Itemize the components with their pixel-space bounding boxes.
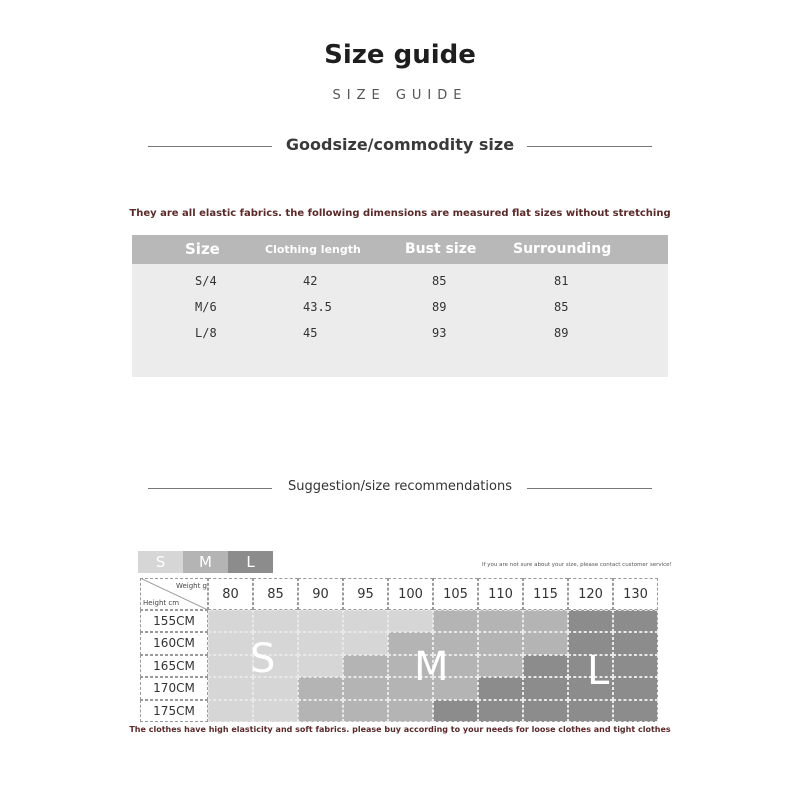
size-table-cell: 43.5 <box>303 300 332 314</box>
weight-header <box>523 578 568 610</box>
weight-header <box>388 578 433 610</box>
page-subtitle: SIZE GUIDE <box>332 88 468 103</box>
weight-header-value: 85 <box>267 587 284 602</box>
divider-left-2 <box>148 488 272 489</box>
weight-header <box>568 578 613 610</box>
size-table-cell: 42 <box>303 274 318 288</box>
weight-header <box>253 578 298 610</box>
contact-note: If you are not sure about your size, please contact customer service! <box>482 562 672 568</box>
size-table-cell: M/6 <box>195 300 217 314</box>
grid-cell-l <box>523 677 568 699</box>
height-header <box>140 677 208 699</box>
size-table-cell: 93 <box>432 326 447 340</box>
grid-cell-l <box>613 700 658 722</box>
legend-s: S <box>138 551 183 573</box>
grid-cell-l <box>568 700 613 722</box>
size-table-header <box>132 235 668 264</box>
weight-header-value: 115 <box>533 587 558 602</box>
grid-cell-l <box>613 677 658 699</box>
height-header-value: 160CM <box>153 636 195 651</box>
grid-cell-l <box>568 610 613 632</box>
size-table <box>132 235 668 377</box>
big-label-l: L <box>587 648 610 694</box>
legend-l: L <box>228 551 273 573</box>
size-table-cell: 89 <box>554 326 569 340</box>
height-header-value: 165CM <box>153 658 195 673</box>
grid-cell-l <box>613 655 658 677</box>
weight-header-value: 130 <box>623 587 648 602</box>
grid-cell-l <box>523 655 568 677</box>
weight-header-value: 80 <box>222 587 239 602</box>
col-header-bust-size: Bust size <box>405 241 477 257</box>
footer-note: The clothes have high elasticity and soft fabrics. please buy according to your needs for loose clothes and tight clothes <box>129 725 671 734</box>
divider-right <box>527 146 652 147</box>
grid-corner <box>140 578 208 610</box>
weight-header <box>298 578 343 610</box>
size-table-cell: 85 <box>554 300 569 314</box>
grid-cell-s <box>343 610 388 632</box>
divider-right-2 <box>527 488 652 489</box>
divider-left <box>148 146 272 147</box>
grid-cell-s <box>253 700 298 722</box>
grid-cell-m <box>478 655 523 677</box>
height-header-value: 175CM <box>153 703 195 718</box>
grid-cell-s <box>298 655 343 677</box>
grid-cell-s <box>208 632 253 654</box>
grid-cell-l <box>478 700 523 722</box>
weight-header-value: 110 <box>488 587 513 602</box>
weight-header-value: 95 <box>357 587 374 602</box>
legend-m: M <box>183 551 228 573</box>
big-label-s: S <box>250 636 276 682</box>
grid-cell-l <box>478 677 523 699</box>
goodsize-section-title: Goodsize/commodity size <box>285 135 515 154</box>
suggestion-section-title: Suggestion/size recommendations <box>287 479 512 494</box>
height-header-value: 170CM <box>153 681 195 696</box>
grid-cell-m <box>523 632 568 654</box>
height-header <box>140 610 208 632</box>
size-table-cell: L/8 <box>195 326 217 340</box>
grid-cell-s <box>208 677 253 699</box>
grid-cell-s <box>208 610 253 632</box>
height-header <box>140 655 208 677</box>
grid-cell-s <box>208 700 253 722</box>
size-legend <box>138 551 274 573</box>
weight-header <box>208 578 253 610</box>
weight-header-value: 90 <box>312 587 329 602</box>
grid-cell-l <box>523 700 568 722</box>
size-table-cell: 45 <box>303 326 318 340</box>
fabric-note: They are all elastic fabrics. the following dimensions are measured flat sizes without stretching <box>129 208 671 219</box>
grid-cell-l <box>613 632 658 654</box>
size-recommendation-grid <box>140 578 658 722</box>
grid-cell-m <box>343 677 388 699</box>
corner-height-label: Height cm <box>143 599 180 607</box>
page-title: Size guide <box>324 40 476 70</box>
grid-cell-m <box>343 655 388 677</box>
weight-header <box>343 578 388 610</box>
grid-cell-l <box>433 700 478 722</box>
grid-cell-m <box>478 632 523 654</box>
grid-cell-l <box>613 610 658 632</box>
grid-cell-m <box>388 700 433 722</box>
size-table-cell: 81 <box>554 274 569 288</box>
height-header <box>140 700 208 722</box>
height-header <box>140 632 208 654</box>
grid-cell-m <box>298 700 343 722</box>
corner-weight-label: Weight g <box>175 582 207 590</box>
grid-cell-s <box>253 610 298 632</box>
weight-header-value: 120 <box>578 587 603 602</box>
col-header-clothing-length: Clothing length <box>265 243 361 256</box>
grid-cell-s <box>388 610 433 632</box>
weight-header <box>478 578 523 610</box>
size-table-cell: 85 <box>432 274 447 288</box>
grid-cell-s <box>343 632 388 654</box>
grid-cell-s <box>208 655 253 677</box>
size-table-cell: S/4 <box>195 274 217 288</box>
grid-cell-m <box>433 610 478 632</box>
size-table-cell: 89 <box>432 300 447 314</box>
weight-header-value: 100 <box>398 587 423 602</box>
weight-header-value: 105 <box>443 587 468 602</box>
grid-cell-s <box>298 610 343 632</box>
col-header-size: Size <box>185 240 220 258</box>
height-header-value: 155CM <box>153 614 195 628</box>
grid-cell-m <box>298 677 343 699</box>
grid-cell-m <box>523 610 568 632</box>
grid-cell-m <box>478 610 523 632</box>
weight-header <box>613 578 658 610</box>
col-header-surrounding: Surrounding <box>513 241 612 257</box>
weight-header <box>433 578 478 610</box>
grid-cell-m <box>343 700 388 722</box>
grid-cell-s <box>298 632 343 654</box>
big-label-m: M <box>414 644 449 690</box>
